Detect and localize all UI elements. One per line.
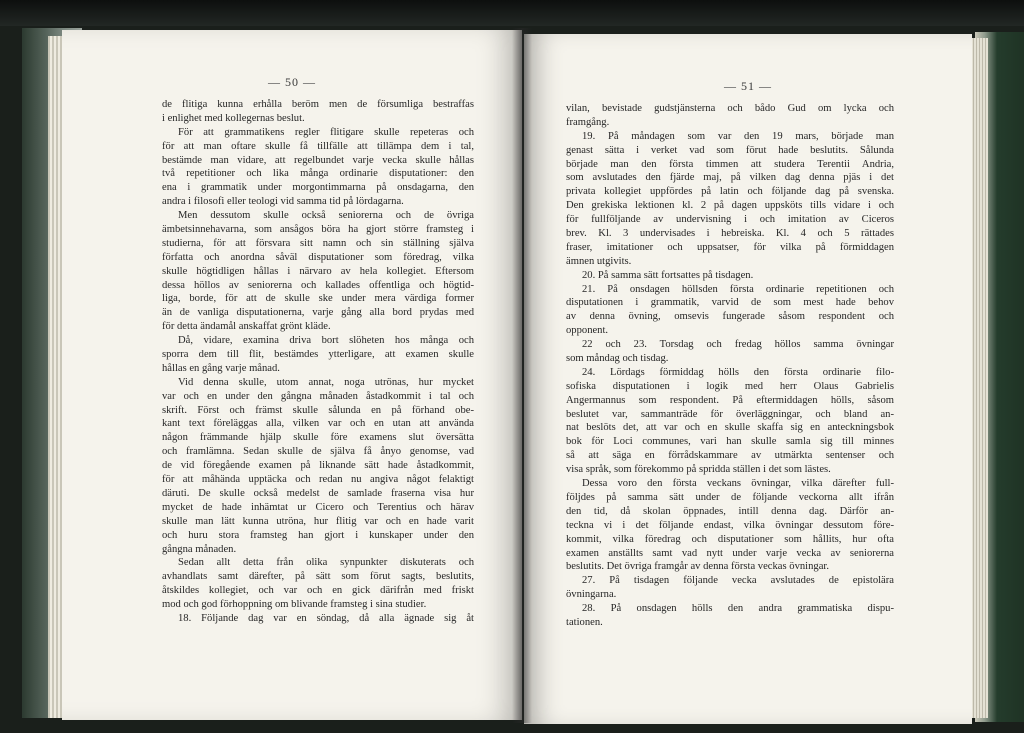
text-line: Dessa voro den första veckans övningar, vilka därefter full- — [582, 478, 894, 490]
text-line: 20. På samma sätt fortsattes på tisdagen. — [582, 269, 754, 281]
text-line: tationen. — [566, 616, 603, 628]
left-page — [62, 30, 522, 720]
text-line: nat beslöts det, att var och en skulle skaffa sig en anteckningsbok — [566, 422, 894, 434]
text-line: än de vanliga disputationerna, varje gång alla bord prydas med — [162, 307, 474, 319]
text-line: För att grammatikens regler flitigare skulle repeteras och — [178, 126, 474, 138]
text-line: dessa höllos av seniorerna och kallades offentliga och högtid- — [162, 279, 474, 291]
text-line: 18. Följande dag var en söndag, då alla ägnade sig åt — [178, 612, 474, 624]
text-line: för att måhända upptäcka och redan nu angiva något felaktigt — [162, 474, 474, 486]
text-line: 22 och 23. Torsdag och fredag höllos samma övningar — [582, 339, 894, 351]
text-line: och framlämna. Sedan skulle de själva få ånyo genomse, vad — [162, 446, 474, 458]
text-line: bestämde man vidare, att regelbundet varje vecka skulle hållas — [162, 154, 474, 166]
text-line: framgång. — [566, 116, 610, 128]
text-line: åtskildes kollegiet, och var och en gick därifrån med friskt — [162, 585, 474, 597]
text-line: brev. Kl. 3 undervisades i hebreiska. Kl. 4 och 5 rättades — [566, 228, 894, 240]
text-line: opponent. — [566, 325, 609, 337]
text-line: privata kollegiet uppfördes på latin och följande dag på svenska. — [566, 186, 894, 198]
text-line: 21. På onsdagen höllsden första ordinarie repetitionen och — [582, 283, 894, 295]
text-line: som måndag och tisdag. — [566, 353, 669, 365]
text-line: visa språk, som förekommo på spridda ställen i det som lästes. — [566, 464, 831, 476]
text-line: Vid denna skulle, utom annat, noga utrönas, hur mycket — [178, 376, 474, 388]
right-page-number: — 51 — — [724, 79, 772, 93]
scan-backdrop — [0, 0, 1024, 26]
text-line: mod och god förhoppning om blivande framsteg i sina studier. — [162, 599, 427, 611]
text-line: för detta ändamål anskaffat grönt kläde. — [162, 321, 331, 333]
text-line: Angermannus som respondent. På eftermiddagen hölls, såsom — [566, 394, 894, 406]
text-line: liga, borde, för att de skulle ske under mera värdiga former — [162, 293, 474, 305]
text-line: 24. Lördags förmiddag hölls den första ordinarie filo- — [582, 366, 894, 378]
text-line: 28. På onsdagen hölls den andra grammatiska dispu- — [582, 603, 894, 615]
left-page-body — [162, 98, 474, 626]
text-line: de vid föregående examen på liknande sätt hade åstadkommit, — [162, 460, 474, 472]
text-line: sporra dem till flit, bestämdes ytterligare, att examen skulle — [162, 349, 474, 361]
text-line: den tid, då skolan öppnades, intill denna dag. Därför an- — [566, 505, 894, 517]
text-line: Sedan allt detta från olika synpunkter diskuterats och — [178, 557, 474, 569]
text-line: i enlighet med kollegernas beslut. — [162, 112, 305, 124]
text-line: skulle man lätt kunna utröna, hur flitig var och en hade varit — [162, 515, 474, 527]
text-line: studierna, för att försvara sitt namn och sin ställning själva — [162, 237, 474, 249]
text-line: som avslutades den fjärde maj, på vilken dag denna pjäs i det — [566, 172, 894, 184]
text-line: Den grekiska lektionen kl. 2 på dagen uppsköts tills vidare i och — [566, 200, 894, 212]
text-line: beslutits. Det övriga framgår av denna första veckas övningar. — [566, 561, 829, 573]
text-line: däruti. De skulle också medelst de samlade fraserna visa hur — [162, 487, 474, 499]
text-line: författa och anordna såväl disputationer som föredrag, vilka — [162, 251, 474, 263]
text-line: ena i grammatik under morgontimmarna på onsdagarna, den — [162, 182, 474, 194]
text-line: andra i filosofi eller teologi vid samma tid på lördagarna. — [162, 196, 404, 208]
text-line: började man den första timmen att studera Terentii Andria, — [566, 158, 894, 170]
text-line: två repetitioner och lika många ordinarie disputationer: den — [162, 168, 474, 180]
text-line: genast sätta i verket vad som förut hade beslutits. Sålunda — [566, 144, 894, 156]
text-line: av denna övning, omsevis fungerade såsom respondent och — [566, 311, 894, 323]
text-line: de flitiga kunna erhålla beröm men de försumliga bestraffas — [162, 99, 474, 110]
text-line: avhandlats samt därefter, på sätt som förut sagts, beslutits, — [162, 571, 474, 583]
text-line: fraser, imitationer och uppsatser, för vilka på förmiddagen — [566, 241, 894, 253]
text-line: för att man oftare skulle få tillfälle att tillämpa dem i tal, — [162, 140, 474, 152]
text-line: och huru stora framsteg han gjort i kunskaper under den — [162, 529, 474, 541]
text-line: gångna månaden. — [162, 543, 237, 555]
text-line: mycket de hade inhämtat ur Cicero och Terentius och härav — [162, 501, 474, 513]
text-line: skrift. Först och främst skulle sålunda en på förhand obe- — [162, 404, 474, 416]
book-gutter — [512, 28, 532, 723]
right-page-body — [566, 102, 894, 630]
text-line: beslutet var, sammanträde för överläggningar, och bland an- — [566, 408, 894, 420]
text-line: teckna vi i det följande endast, vilka övningar dessutom före- — [566, 519, 894, 531]
text-line: examen anställts samt vad nytt under varje vecka av seniorerna — [566, 547, 894, 559]
text-line: kommit, vilka föredrag och disputationer som hållits, hur ofta — [566, 533, 894, 545]
text-line: sofiska disputationen i logik med herr Olaus Gabrielis — [566, 380, 894, 392]
text-line: Då, vidare, examina driva bort slöheten hos många och — [178, 335, 474, 347]
text-line: övningarna. — [566, 589, 617, 601]
text-line: bok för Loci communes, vari han skulle samla sig till minnes — [566, 436, 894, 448]
text-line: skulle högtidligen hållas i närvaro av hela kollegiet. Eftersom — [162, 265, 474, 277]
text-line: disputationen i grammatik, varvid de som mest hade behov — [566, 297, 894, 309]
text-line: vilan, bevistade gudstjänsterna och bådo Gud om lycka och — [566, 103, 894, 114]
text-line: ämnen utgivits. — [566, 255, 632, 267]
text-line: 27. På tisdagen följande vecka avslutades de epistolära — [582, 575, 894, 587]
text-line: Men dessutom skulle också seniorerna och de övriga — [178, 210, 474, 222]
text-line: var och en under den gångna månaden åstadkommit i tal och — [162, 390, 474, 402]
left-page-number: — 50 — — [268, 75, 316, 89]
text-line: kant text föreläggas alla, vilken var och en utan att använda — [162, 418, 474, 430]
text-line: hållas en gång varje månad. — [162, 362, 280, 374]
text-line: ämbetsinnehavarna, som ansågos böra ha gjort större framsteg i — [162, 224, 474, 236]
text-line: någon främmande hjälp skulle före examens slut översätta — [162, 432, 474, 444]
right-page — [524, 34, 972, 724]
text-line: följdes på samma sätt under de följande veckorna allt ifrån — [566, 491, 894, 503]
text-line: för fullföljande av undervisning i och imitation av Ciceros — [566, 214, 894, 226]
text-line: 19. På måndagen som var den 19 mars, började man — [582, 130, 894, 142]
text-line: så att säga en förrådskammare av utmärkta sentenser och — [566, 450, 894, 462]
